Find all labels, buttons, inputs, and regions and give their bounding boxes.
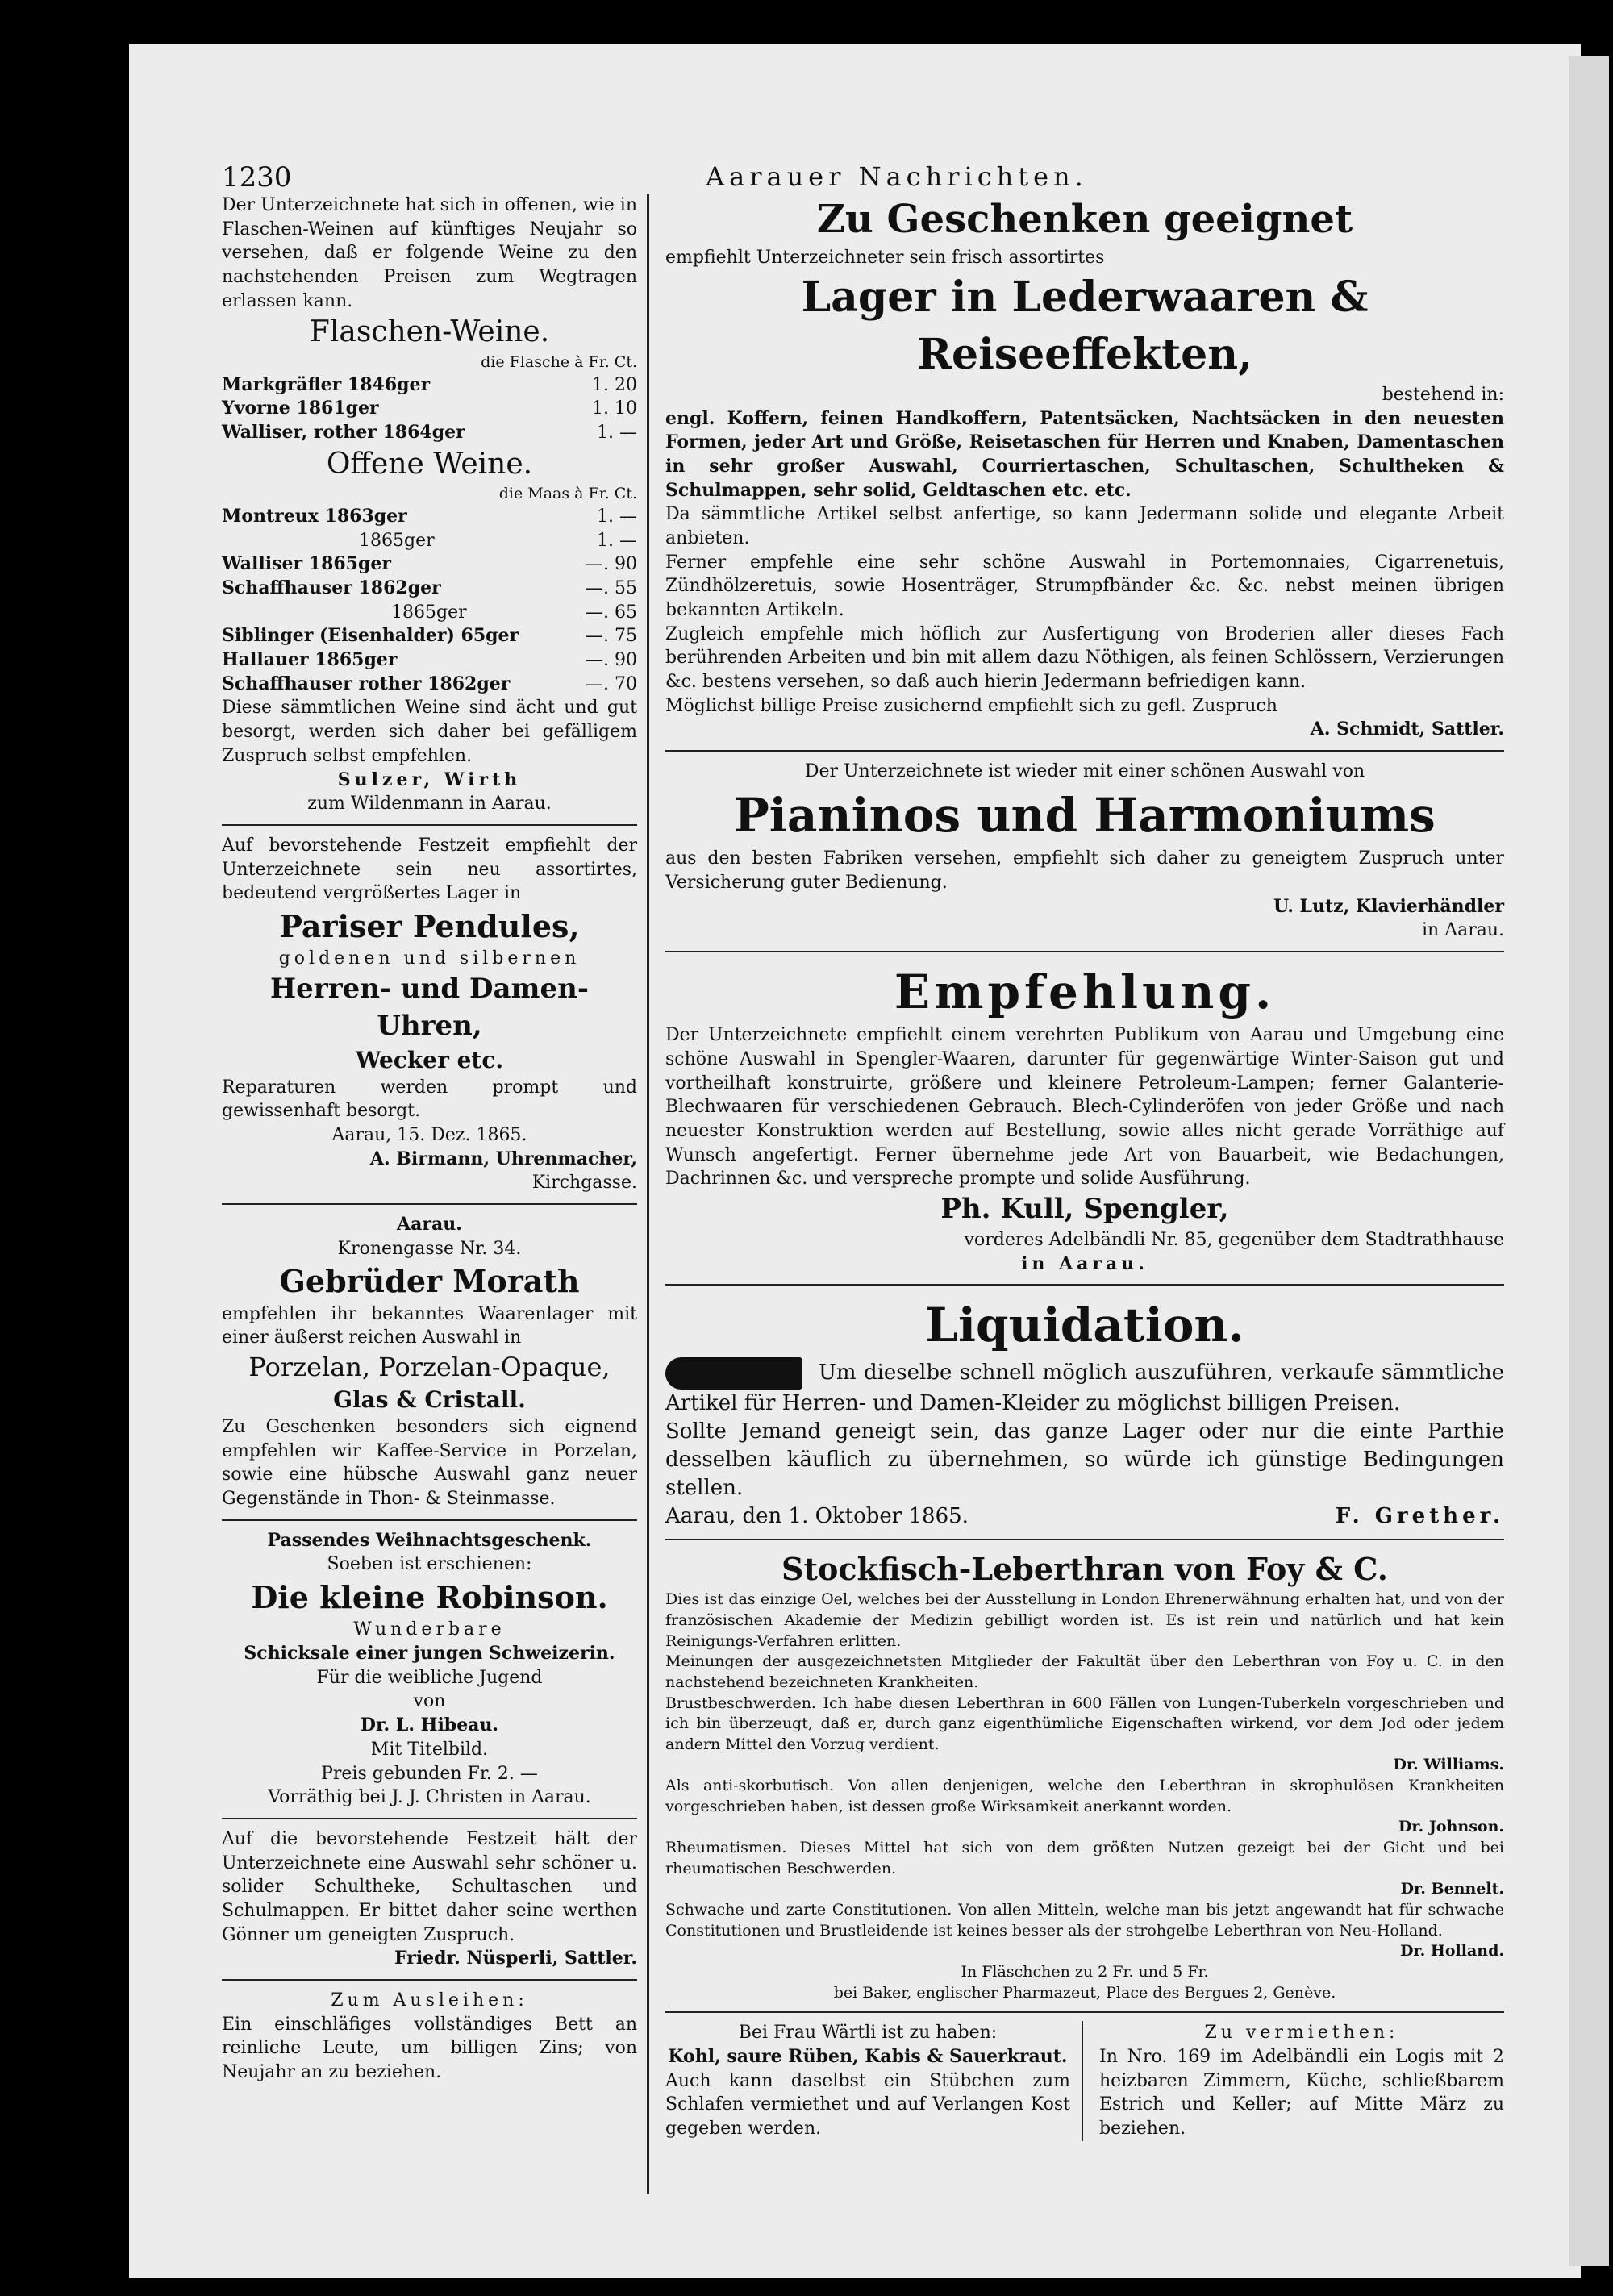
- wine-row: 1865ger 1. —: [359, 530, 637, 551]
- liquidation-text-2: Sollte Jemand geneigt sein, das ganze Lager oder nur die einte Parthie desselben käuflich zu übernehmen, so würde ich günstige Bedingungen stellen.: [665, 1419, 1504, 1500]
- codliver-seller: bei Baker, englischer Pharmazeut, Place des Bergues 2, Genève.: [833, 1983, 1336, 2002]
- gift-title: Passendes Weihnachtsgeschenk.: [267, 1529, 592, 1551]
- rent-text: In Nro. 169 im Adelbändli ein Logis mit 2 heizbaren Zimmern, Küche, schließbarem Estrich und Keller; auf Mitte März zu beziehen.: [1099, 2046, 1504, 2139]
- book-illustration: Mit Titelbild.: [370, 1739, 489, 1760]
- morath-address: Kronengasse Nr. 34.: [337, 1238, 522, 1259]
- divider: [665, 951, 1504, 952]
- clock-title-2: Herren- und Damen-Uhren,: [270, 972, 589, 1042]
- morath-title: Gebrüder Morath: [279, 1263, 580, 1300]
- morath-text: empfehlen ihr bekanntes Waarenlager mit einer äußerst reichen Auswahl in: [222, 1303, 637, 1348]
- leather-text-4: Zugleich empfehle mich höflich zur Ausfertigung von Broderien aller dieses Fach berührenden Arbeiten und bin mit allem dazu Nöthigen, als feinen Schlössern, Verzierungen &c. bestens versehen, so daß auch hierin Jedermann befriedigen kann.: [665, 623, 1504, 693]
- leather-title: Lager in Lederwaaren & Reiseeffekten,: [801, 273, 1369, 379]
- kraut-text: Auch kann daselbst ein Stübchen zum Schlafen vermiethet und auf Verlangen Kost gegeben werden.: [665, 2070, 1070, 2139]
- divider: [222, 824, 637, 826]
- bottom-ads: [665, 2021, 1504, 2140]
- kraut-title: Bei Frau Wärtli ist zu haben:: [738, 2023, 998, 2044]
- divider: [222, 1979, 637, 1981]
- wine-row: Siblinger (Eisenhalder) 65ger —. 75: [222, 625, 637, 647]
- clock-date: Aarau, 15. Dez. 1865.: [331, 1124, 527, 1145]
- wine-row: Schaffhauser rother 1862ger —. 70: [222, 673, 637, 694]
- open-wines-title: Offene Weine.: [326, 447, 533, 481]
- divider: [222, 1203, 637, 1205]
- piano-text: aus den besten Fabriken versehen, empfiehlt sich daher zu geneigtem Zuspruch unter Versicherung guter Bedienung.: [665, 848, 1504, 893]
- bed-text: Ein einschläfiges vollständiges Bett an reinliche Leute, um billigen Zins; von Neujahr an zu beziehen.: [222, 2014, 637, 2083]
- clock-title-3: Wecker etc.: [355, 1046, 504, 1073]
- wine-signature-place: zum Wildenmann in Aarau.: [307, 794, 552, 815]
- leather-text-2: Da sämmtliche Artikel selbst anfertige, so kann Jedermann solide und elegante Arbeit anbieten.: [665, 504, 1504, 548]
- clock-signature-2: Kirchgasse.: [531, 1173, 637, 1194]
- codliver-price: In Fläschchen zu 2 Fr. und 5 Fr.: [961, 1962, 1209, 1981]
- book-audience: Für die weibliche Jugend: [316, 1667, 543, 1688]
- book-title: Die kleine Robinson.: [251, 1579, 608, 1616]
- divider: [222, 1519, 637, 1521]
- morath-text-2: Zu Geschenken besonders sich eignend empfehlen wir Kaffee-Service in Porzelan, sowie eine hübsche Auswahl ganz neuer Gegenstände in Thon- & Steinmasse.: [222, 1417, 637, 1510]
- codliver-item: Schwache und zarte Constitutionen. Von allen Mitteln, welche man bis jetzt angewandt hat für schwache Constitutionen und Brustleidende ist keines besser als der strohgelbe Leberthran von Neu-Holland.: [665, 1900, 1504, 1940]
- kraut-items: Kohl, saure Rüben, Kabis & Sauerkraut.: [668, 2045, 1068, 2067]
- piano-title: Pianinos und Harmoniums: [734, 787, 1436, 843]
- piano-intro: Der Unterzeichnete ist wieder mit einer schönen Auswahl von: [804, 761, 1365, 782]
- morath-title-2: Porzelan, Porzelan-Opaque,: [248, 1352, 611, 1383]
- piano-signature: U. Lutz, Klavierhändler: [1273, 895, 1504, 917]
- liquidation-title: Liquidation.: [925, 1298, 1244, 1353]
- bed-title: Zum Ausleihen:: [331, 1990, 528, 2011]
- clock-sub: goldenen und silbernen: [278, 948, 581, 969]
- school-signature: Friedr. Nüsperli, Sattler.: [394, 1948, 637, 1969]
- codliver-item: Rheumatismen. Dieses Mittel hat sich von dem größten Nutzen gezeigt bei der Gicht und bei rheumatischen Beschwerden.: [665, 1839, 1504, 1877]
- wine-row: Montreux 1863ger 1. —: [222, 505, 637, 527]
- school-text: Auf die bevorstehende Festzeit hält der Unterzeichnete eine Auswahl sehr schöner u. solider Schultheke, Schultaschen und Schulmappen. Er bittet daher seine werthen Gönner um geneigten Zuspruch.: [222, 1828, 637, 1945]
- book-subtitle: Wunderbare: [353, 1619, 506, 1640]
- wine-intro: Der Unterzeichnete hat sich in offenen, wie in Flaschen-Weinen auf künftiges Neujahr so versehen, daß er folgende Weine zu den nachstehenden Preisen zum Wegtragen erlassen kann.: [222, 195, 637, 311]
- book-author: Dr. L. Hibeau.: [360, 1715, 499, 1736]
- codliver-title: Stockfisch-Leberthran von Foy & C.: [781, 1551, 1388, 1588]
- empfehlung-signature: Ph. Kull, Spengler,: [940, 1193, 1229, 1226]
- wine-row: Yvorne 1861ger 1. 10: [222, 398, 637, 419]
- pointing-hand-icon: [665, 1357, 802, 1390]
- clock-text: Reparaturen werden prompt und gewissenhaft besorgt.: [222, 1077, 637, 1122]
- divider: [665, 1539, 1504, 1540]
- gift-intro: empfiehlt Unterzeichneter sein frisch assortirtes: [665, 247, 1105, 268]
- codliver-text: Dies ist das einzige Oel, welches bei der Ausstellung in London Ehrenerwähnung erhalten hat, und von der französischen Akademie der Medizin gebilligt worden ist. Es ist rein und natürlich und hat kein Reinigungs-Verfahren erlitten.: [665, 1590, 1504, 1650]
- clock-title: Pariser Pendules,: [279, 907, 580, 944]
- empfehlung-title: Empfehlung.: [894, 964, 1276, 1019]
- codliver-item: Brustbeschwerden. Ich habe diesen Leberthran in 600 Fällen von Lungen-Tuberkeln vorgeschrieben und ich bin überzeugt, daß er, durch ganz eigenthümliche Eigenschaften wirkend, vor dem Jod oder jedem andern Mittel den Vorzug verdient.: [665, 1694, 1504, 1753]
- open-unit: die Maas à Fr. Ct.: [498, 485, 637, 503]
- piano-signature-2: in Aarau.: [1422, 920, 1504, 941]
- clock-signature: A. Birmann, Uhrenmacher,: [369, 1148, 637, 1169]
- book-stock: Vorräthig bei J. J. Christen in Aarau.: [268, 1787, 591, 1808]
- wine-row: Schaffhauser 1862ger —. 55: [222, 577, 637, 599]
- page-number: 1230: [222, 161, 292, 194]
- book-by: von: [413, 1691, 446, 1712]
- empfehlung-address: vorderes Adelbändli Nr. 85, gegenüber dem Stadtrathhause: [964, 1229, 1504, 1250]
- leather-text: engl. Koffern, feinen Handkoffern, Patentsäcken, Nachtsäcken in den neuesten Formen, jeder Art und Größe, Reisetaschen für Herren und Knaben, Damentaschen in sehr großer Auswahl, Courriertaschen, Schultaschen, Schultheken & Schulmappen, sehr solid, Geldtaschen etc. etc.: [665, 407, 1504, 501]
- leather-signature: A. Schmidt, Sattler.: [1310, 719, 1504, 740]
- codliver-item: Als anti-skorbutisch. Von allen denjenigen, welche den Leberthran in skrophulösen Krankheiten vorgeschrieben haben, ist dessen große Wirksamkeit anerkannt worden.: [665, 1777, 1504, 1815]
- kraut-ad: [665, 2021, 1083, 2140]
- wine-row: Markgräfler 1846ger 1. 20: [222, 373, 637, 395]
- gift-publication: Soeben ist erschienen:: [327, 1554, 532, 1575]
- bottle-unit: die Flasche à Fr. Ct.: [481, 353, 637, 372]
- page-frame: [214, 161, 1508, 2177]
- rent-ad: [1099, 2021, 1504, 2140]
- gift-headline: Zu Geschenken geeignet: [816, 197, 1353, 242]
- wine-row: Hallauer 1865ger —. 90: [222, 649, 637, 671]
- empfehlung-place: in Aarau.: [1021, 1252, 1148, 1274]
- left-column: [222, 194, 637, 2085]
- book-price: Preis gebunden Fr. 2. —: [321, 1763, 538, 1784]
- liquidation-text: Um dieselbe schnell möglich auszuführen, verkaufe sämmtliche Artikel für Herren- und Damen-Kleider zu möglichst billigen Preisen.: [665, 1357, 1504, 1418]
- codliver-item-sig: Dr. Bennelt.: [1400, 1880, 1504, 1898]
- morath-title-3: Glas & Cristall.: [333, 1386, 526, 1414]
- codliver-item-sig: Dr. Johnson.: [1398, 1818, 1504, 1836]
- leather-sub: bestehend in:: [1382, 384, 1504, 405]
- morath-place: Aarau.: [397, 1213, 462, 1235]
- codliver-text-2: Meinungen der ausgezeichnetsten Mitglieder der Fakultät über den Leberthran von Foy u. C. in den nachstehend bezeichneten Krankheiten.: [665, 1652, 1504, 1691]
- codliver-item-sig: Dr. Williams.: [1393, 1756, 1504, 1774]
- wine-outro: Diese sämmtlichen Weine sind ächt und gut besorgt, werden sich daher bei gefälligem Zuspruch selbst empfehlen.: [222, 698, 637, 766]
- divider: [222, 1818, 637, 1819]
- divider: [665, 2011, 1504, 2013]
- clock-intro: Auf bevorstehende Festzeit empfiehlt der Unterzeichnete sein neu assortirtes, bedeutend vergrößertes Lager in: [222, 835, 637, 904]
- divider: [665, 1284, 1504, 1286]
- book-subtitle-2: Schicksale einer jungen Schweizerin.: [244, 1643, 615, 1665]
- divider: [665, 750, 1504, 752]
- wine-row: Walliser 1865ger —. 90: [222, 553, 637, 575]
- wine-signature: Sulzer, Wirth: [337, 769, 522, 790]
- codliver-item-sig: Dr. Holland.: [1399, 1942, 1504, 1961]
- wine-row: 1865ger —. 65: [391, 602, 637, 623]
- leather-text-5: Möglichst billige Preise zusichernd empfiehlt sich zu gefl. Zuspruch: [665, 695, 1277, 716]
- masthead: Aarauer Nachrichten.: [706, 161, 1088, 192]
- leather-text-3: Ferner empfehle eine sehr schöne Auswahl in Portemonnaies, Cigarrenetuis, Zündhölzeretuis, sowie Hosenträger, Strumpfbänder &c. &c. nebst meinen übrigen bekannten Artikeln.: [665, 552, 1504, 621]
- rent-title: Zu vermiethen:: [1204, 2023, 1399, 2044]
- column-divider: [647, 194, 649, 2194]
- liquidation-footer: Aarau, den 1. Oktober 1865. F. Grether.: [665, 1503, 1504, 1528]
- empfehlung-text: Der Unterzeichnete empfiehlt einem verehrten Publikum von Aarau und Umgebung eine schöne Auswahl in Spengler-Waaren, darunter für gegenwärtige Winter-Saison gut und vortheilhaft konstruirte, größere und kleinere Petroleum-Lampen; ferner Galanterie-Blechwaaren für verschiedenen Gebrauch. Blech-Cylinderöfen von jeder Größe und nach neuester Konstruktion werden auf Bestellung, sowie alles nicht gerade Vorräthige auf Wunsch angefertigt. Ferner übernehme jede Art von Bauarbeit, wie Bedachungen, Dachrinnen &c. und verspreche prompte und solide Ausführung.: [665, 1025, 1504, 1190]
- page-edge: [1569, 56, 1609, 2266]
- wine-row: Walliser, rother 1864ger 1. —: [222, 422, 637, 444]
- bottle-wines-title: Flaschen-Weine.: [309, 315, 550, 349]
- right-column: [665, 194, 1504, 2141]
